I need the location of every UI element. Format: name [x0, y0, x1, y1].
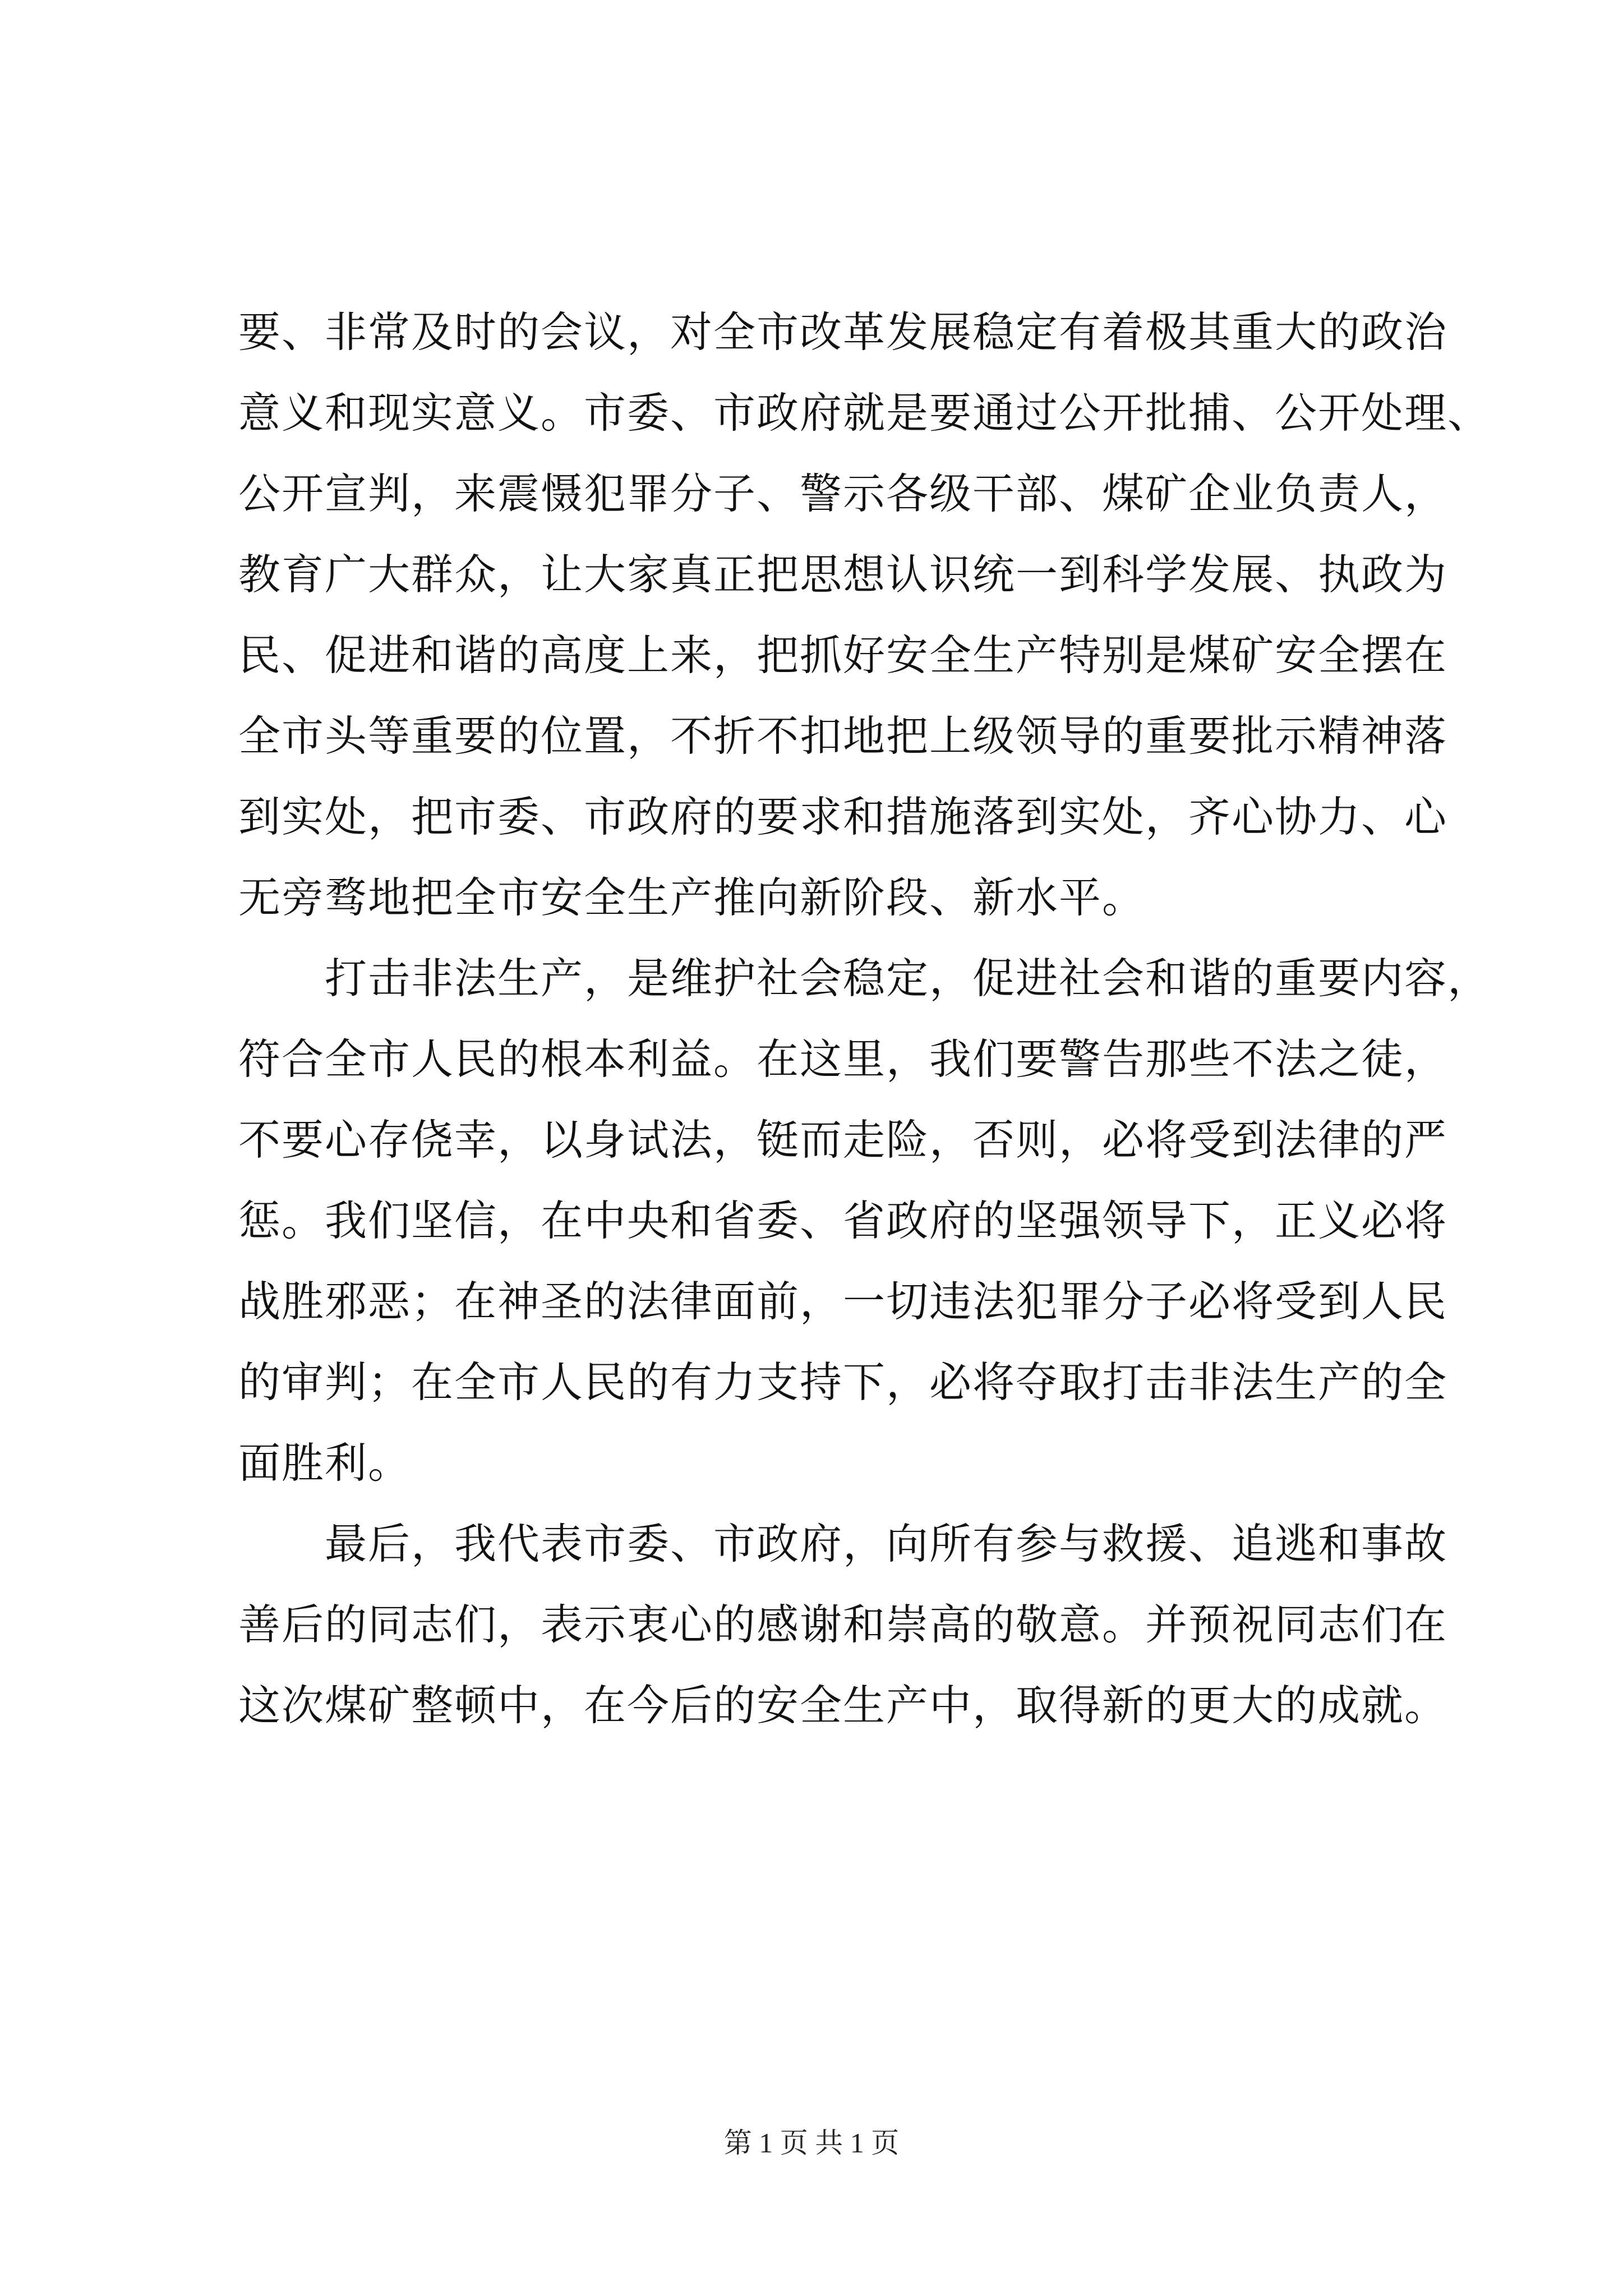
text-line: 面胜利。 [238, 1438, 412, 1488]
document-body [238, 292, 1491, 1746]
text-line: 不要心存侥幸，以身试法，铤而走险，否则，必将受到法律的严 [238, 1115, 1448, 1165]
text-line: 符合全市人民的根本利益。在这里，我们要警告那些不法之徒， [238, 1034, 1448, 1084]
page-footer [0, 2126, 1623, 2160]
text-line: 战胜邪恶；在神圣的法律面前，一切违法犯罪分子必将受到人民 [238, 1277, 1448, 1326]
text-line: 到实处，把市委、市政府的要求和措施落到实处，齐心协力、心 [238, 792, 1448, 841]
text-line: 民、促进和谐的高度上来，把抓好安全生产特别是煤矿安全摆在 [238, 631, 1448, 680]
paragraph-first-line: 打击非法生产，是维护社会稳定，促进社会和谐的重要内容， [325, 954, 1491, 1003]
text-line: 惩。我们坚信，在中央和省委、省政府的坚强领导下，正义必将 [238, 1196, 1448, 1245]
paragraph-first-line: 最后，我代表市委、市政府，向所有参与救援、追逃和事故 [325, 1519, 1448, 1568]
text-line: 无旁骛地把全市安全生产推向新阶段、新水平。 [238, 873, 1146, 922]
page-number: 第 1 页 共 1 页 [723, 2127, 900, 2159]
text-line: 要、非常及时的会议，对全市改革发展稳定有着极其重大的政治 [238, 307, 1448, 357]
text-line: 教育广大群众，让大家真正把思想认识统一到科学发展、执政为 [238, 550, 1448, 599]
text-line: 公开宣判，来震慑犯罪分子、警示各级干部、煤矿企业负责人， [238, 469, 1448, 518]
text-line: 的审判；在全市人民的有力支持下，必将夺取打击非法生产的全 [238, 1358, 1448, 1407]
text-line: 善后的同志们，表示衷心的感谢和崇高的敬意。并预祝同志们在 [238, 1600, 1448, 1649]
text-line: 这次煤矿整顿中，在今后的安全生产中，取得新的更大的成就。 [238, 1681, 1448, 1730]
text-line: 意义和现实意义。市委、市政府就是要通过公开批捕、公开处理、 [238, 388, 1491, 438]
text-line: 全市头等重要的位置，不折不扣地把上级领导的重要批示精神落 [238, 711, 1448, 761]
